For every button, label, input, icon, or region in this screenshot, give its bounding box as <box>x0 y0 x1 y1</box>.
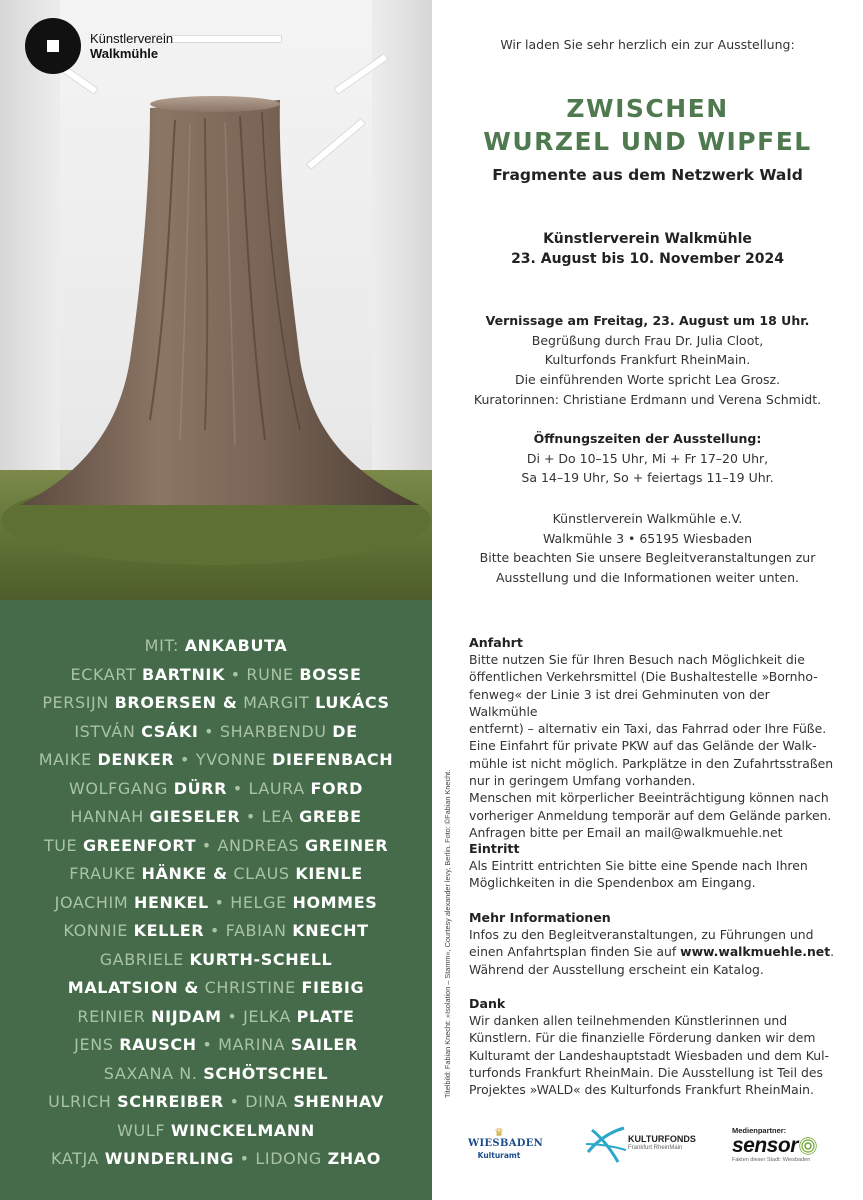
anfahrt-line: Anfragen bitte per Email an mail@walkmuehle.net <box>469 824 783 840</box>
separator-dot: • <box>204 921 226 940</box>
anfahrt-section <box>469 634 839 841</box>
artist-last-name: HÄNKE & <box>141 864 228 883</box>
medienpartner-label: Medienpartner: <box>732 1126 787 1135</box>
artist-row <box>0 917 432 946</box>
artist-last-name: DÜRR <box>173 778 228 798</box>
artist-last-name: BOSSE <box>299 664 362 684</box>
dank-line: Künstlern. Für die finanzielle Förderung danken wir dem <box>469 1030 816 1046</box>
sensor-logo <box>732 1126 832 1163</box>
artist-last-name: PLATE <box>296 1006 355 1026</box>
wiesbaden-kulturamt-logo <box>468 1126 544 1160</box>
artist-first-name: HANNAH <box>70 807 144 826</box>
anfahrt-line: nur in geringem Umfang vorhanden. <box>469 773 696 789</box>
artist-last-name: SCHÖTSCHEL <box>203 1063 329 1083</box>
mehr-info-line: Infos zu den Begleitveranstaltungen, zu Führungen und <box>469 927 814 942</box>
cover-photo <box>0 0 432 600</box>
artist-row <box>0 889 432 918</box>
artist-first-name: WULF <box>117 1120 166 1140</box>
artist-first-name: JOACHIM <box>54 892 129 912</box>
dank-line: turfonds Frankfurt RheinMain. Die Ausstellung ist Teil des <box>469 1064 823 1080</box>
artist-first-name: PERSIJN <box>42 693 109 712</box>
vernissage-line: Kulturfonds Frankfurt RheinMain. <box>544 352 751 368</box>
separator-dot: • <box>240 807 262 826</box>
kulturamt-label: Kulturamt <box>477 1151 521 1160</box>
artist-first-name: MARGIT <box>243 693 310 712</box>
artist-row <box>0 661 432 690</box>
mehr-info-heading: Mehr Informationen <box>469 910 611 925</box>
artist-last-name: SHENHAV <box>293 1092 384 1111</box>
eintritt-line: Als Eintritt entrichten Sie bitte eine Spende nach Ihren <box>469 858 808 873</box>
separator-dot: • <box>198 721 220 741</box>
artist-last-name: GREINER <box>304 835 389 855</box>
eintritt-heading: Eintritt <box>469 841 520 856</box>
separator-dot: • <box>208 892 231 912</box>
title-line-1: ZWISCHEN <box>566 94 729 123</box>
artist-list-panel <box>0 600 432 1200</box>
dank-line: Projektes »WALD« des Kulturfonds Frankfurt RheinMain. <box>469 1082 814 1098</box>
artist-first-name: MIT: <box>144 636 180 655</box>
exhibition-subtitle: Fragmente aus dem Netzwerk Wald <box>492 166 803 184</box>
artist-row <box>0 689 432 718</box>
artist-row <box>0 632 432 661</box>
tree-trunk-image <box>0 0 432 600</box>
dank-section <box>469 995 839 1098</box>
artist-first-name: ULRICH <box>48 1092 112 1111</box>
anfahrt-heading: Anfahrt <box>469 635 523 650</box>
anfahrt-line: Bitte nutzen Sie für Ihren Besuch nach Möglichkeit die <box>469 652 805 667</box>
artist-row <box>0 946 432 975</box>
vernissage-block <box>432 311 863 410</box>
artist-first-name: ISTVÁN <box>74 721 136 741</box>
anfahrt-line: entfernt) – alternativ ein Taxi, das Fahrrad oder Ihre Füße. <box>469 721 827 737</box>
separator-dot: • <box>221 1006 244 1026</box>
anfahrt-line: Menschen mit körperlicher Beeinträchtigung können nach <box>469 790 829 806</box>
artist-last-name: GREENFORT <box>82 835 197 855</box>
anfahrt-line: Eine Einfahrt für private PKW auf das Gelände der Walk- <box>469 738 817 754</box>
vernissage-line: Die einführenden Worte spricht Lea Grosz. <box>514 372 781 388</box>
artist-first-name: ECKART <box>70 664 137 684</box>
artist-first-name: MARINA <box>218 1035 286 1054</box>
artist-first-name: FRAUKE <box>69 864 136 883</box>
artist-last-name: HOMMES <box>292 892 378 912</box>
artist-last-name: DIEFENBACH <box>272 750 394 769</box>
eintritt-section <box>469 840 839 892</box>
artist-first-name: LAURA <box>248 778 305 798</box>
mehr-info-line <box>469 943 839 960</box>
artist-first-name: WOLFGANG <box>68 778 168 798</box>
artist-row <box>0 860 432 889</box>
anfahrt-line: fenweg« der Linie 3 ist drei Gehminuten von der Walkmühle <box>469 686 770 719</box>
artist-first-name: JELKA <box>243 1006 291 1026</box>
artist-first-name: DINA <box>245 1092 288 1111</box>
dank-heading: Dank <box>469 996 506 1011</box>
kulturfonds-wordmark: KULTURFONDS <box>628 1134 696 1144</box>
artist-first-name: FABIAN <box>225 921 287 940</box>
artist-last-name: LUKÁCS <box>315 693 390 712</box>
separator-dot: • <box>227 778 249 798</box>
artist-first-name: LEA <box>261 807 294 826</box>
separator-dot: • <box>223 1092 246 1111</box>
artist-first-name: YVONNE <box>195 750 267 769</box>
artist-first-name: KATJA <box>50 1149 100 1168</box>
artist-last-name: BROERSEN & <box>114 693 238 712</box>
artist-first-name: TUE <box>43 835 78 855</box>
kulturfonds-subline: Frankfurt RheinMain <box>628 1145 683 1151</box>
opening-hours-heading: Öffnungszeiten der Ausstellung: <box>533 431 762 446</box>
artist-first-name: HELGE <box>230 892 287 912</box>
address-line: Walkmühle 3 • 65195 Wiesbaden <box>542 530 752 546</box>
artist-last-name: CSÁKI <box>141 721 199 741</box>
title-line-2: WURZEL UND WIPFEL <box>483 127 812 156</box>
artist-first-name: CHRISTINE <box>204 978 296 997</box>
mehr-info-section <box>469 909 839 978</box>
dank-line: Wir danken allen teilnehmenden Künstlerinnen und <box>469 1013 788 1028</box>
artist-last-name: ZHAO <box>327 1149 381 1168</box>
separator-dot: • <box>174 750 196 769</box>
anfahrt-line: mühle ist nicht möglich. Parkplätze in den Zufahrtsstraßen <box>469 755 834 771</box>
kulturfonds-logo <box>584 1122 694 1166</box>
artist-row <box>0 803 432 832</box>
separator-dot: • <box>196 835 218 855</box>
artist-last-name: KIENLE <box>295 864 363 883</box>
artist-row <box>0 775 432 804</box>
logo-line-1: Künstlerverein <box>90 31 174 46</box>
artist-row <box>0 718 432 747</box>
artist-first-name: CLAUS <box>233 864 290 883</box>
mehr-info-text: einen Anfahrtsplan finden Sie auf <box>469 944 681 960</box>
vernissage-line: Begrüßung durch Frau Dr. Julia Cloot, <box>531 332 764 348</box>
artist-last-name: FORD <box>310 778 364 798</box>
opening-hours-line: Di + Do 10–15 Uhr, Mi + Fr 17–20 Uhr, <box>526 450 769 466</box>
artist-last-name: WUNDERLING <box>104 1149 234 1168</box>
artist-last-name: FIEBIG <box>301 978 365 997</box>
venue-block <box>432 229 863 269</box>
dank-line: Kulturamt der Landeshauptstadt Wiesbaden und dem Kul- <box>469 1047 829 1063</box>
artist-last-name: HENKEL <box>133 892 209 912</box>
artist-first-name: LIDONG <box>255 1149 322 1168</box>
mehr-info-line: Während der Ausstellung erscheint ein Katalog. <box>469 961 764 977</box>
artist-last-name: GIESELER <box>149 807 241 826</box>
venue-dates: 23. August bis 10. November 2024 <box>511 251 784 267</box>
invitation-line: Wir laden Sie sehr herzlich ein zur Ausstellung: <box>500 37 795 52</box>
photo-credit: Titelbild: Fabian Knecht: »Isolation – Stamm«, Courtesy alexander levy, Berlin. Foto: ©Fabian Knecht. <box>443 769 452 1098</box>
address-block <box>432 509 863 588</box>
artist-last-name: KELLER <box>133 921 205 940</box>
eintritt-line: Möglichkeiten in die Spendenbox am Eingang. <box>469 875 756 891</box>
separator-dot: • <box>233 1149 256 1168</box>
artist-last-name: SCHREIBER <box>117 1092 224 1111</box>
artist-first-name: RUNE <box>246 664 294 684</box>
sensor-waves-icon <box>799 1137 817 1155</box>
artist-row <box>0 746 432 775</box>
venue-name: Künstlerverein Walkmühle <box>543 231 752 247</box>
artist-first-name: ANDREAS <box>217 835 300 855</box>
artist-last-name: BARTNIK <box>141 664 225 684</box>
artist-row <box>0 1088 432 1117</box>
address-line: Künstlerverein Walkmühle e.V. <box>552 511 743 526</box>
artist-last-name: DENKER <box>97 750 175 769</box>
artist-row <box>0 974 432 1003</box>
sensor-subline: Fakten dieser Stadt: Wiesbaden <box>732 1157 811 1163</box>
artist-row <box>0 1060 432 1089</box>
artist-last-name: GREBE <box>299 807 362 826</box>
sensor-wordmark: sensor <box>732 1134 798 1157</box>
artist-first-name: REINIER <box>77 1006 146 1026</box>
artist-first-name: KONNIE <box>63 921 128 940</box>
wiesbaden-wordmark: WIESBADEN <box>468 1138 544 1149</box>
artist-first-name: GABRIELE <box>99 949 184 969</box>
artist-last-name: WINCKELMANN <box>170 1120 315 1140</box>
logo-mark <box>25 18 81 74</box>
opening-hours-line: Sa 14–19 Uhr, So + feiertags 11–19 Uhr. <box>521 470 774 486</box>
kunstverein-logo <box>25 18 173 74</box>
artist-last-name: ANKABUTA <box>184 636 288 655</box>
artist-last-name: KNECHT <box>292 921 369 940</box>
artist-last-name: RAUSCH <box>119 1035 197 1054</box>
partner-logos <box>432 1122 863 1172</box>
crown-icon: ♛ <box>494 1126 504 1139</box>
artist-list <box>0 632 432 1174</box>
artist-last-name: DE <box>332 721 358 741</box>
artist-first-name: JENS <box>74 1035 114 1054</box>
artist-row <box>0 1031 432 1060</box>
artist-row <box>0 1003 432 1032</box>
artist-first-name: MAIKE <box>38 750 92 769</box>
anfahrt-line: öffentlichen Verkehrsmittel (Die Bushaltestelle »Bornho- <box>469 669 818 685</box>
artist-last-name: NIJDAM <box>151 1006 222 1026</box>
artist-row <box>0 832 432 861</box>
kulturfonds-mark-icon <box>584 1122 628 1166</box>
artist-row <box>0 1117 432 1146</box>
logo-line-2: Walkmühle <box>90 46 159 61</box>
anfahrt-line: vorheriger Anmeldung temporär auf dem Gelände parken. <box>469 807 832 823</box>
address-line: Bitte beachten Sie unsere Begleitveranstaltungen zur <box>479 550 816 566</box>
mehr-info-text: . <box>830 944 835 960</box>
vernissage-line: Kuratorinnen: Christiane Erdmann und Verena Schmidt. <box>473 391 822 407</box>
exhibition-title <box>432 92 863 158</box>
artist-last-name: KURTH-SCHELL <box>189 949 333 969</box>
separator-dot: • <box>225 664 247 684</box>
artist-first-name: SHARBENDU <box>219 721 327 741</box>
separator-dot: • <box>196 1035 219 1054</box>
artist-first-name: SAXANA N. <box>103 1063 198 1083</box>
artist-last-name: SAILER <box>290 1035 358 1054</box>
website-link[interactable]: www.walkmuehle.net <box>680 944 831 960</box>
opening-hours-block <box>432 429 863 488</box>
artist-last-name: MALATSION & <box>67 978 199 997</box>
vernissage-heading: Vernissage am Freitag, 23. August um 18 Uhr. <box>485 313 810 328</box>
address-line: Ausstellung und die Informationen weiter unten. <box>496 570 799 586</box>
artist-row <box>0 1145 432 1174</box>
